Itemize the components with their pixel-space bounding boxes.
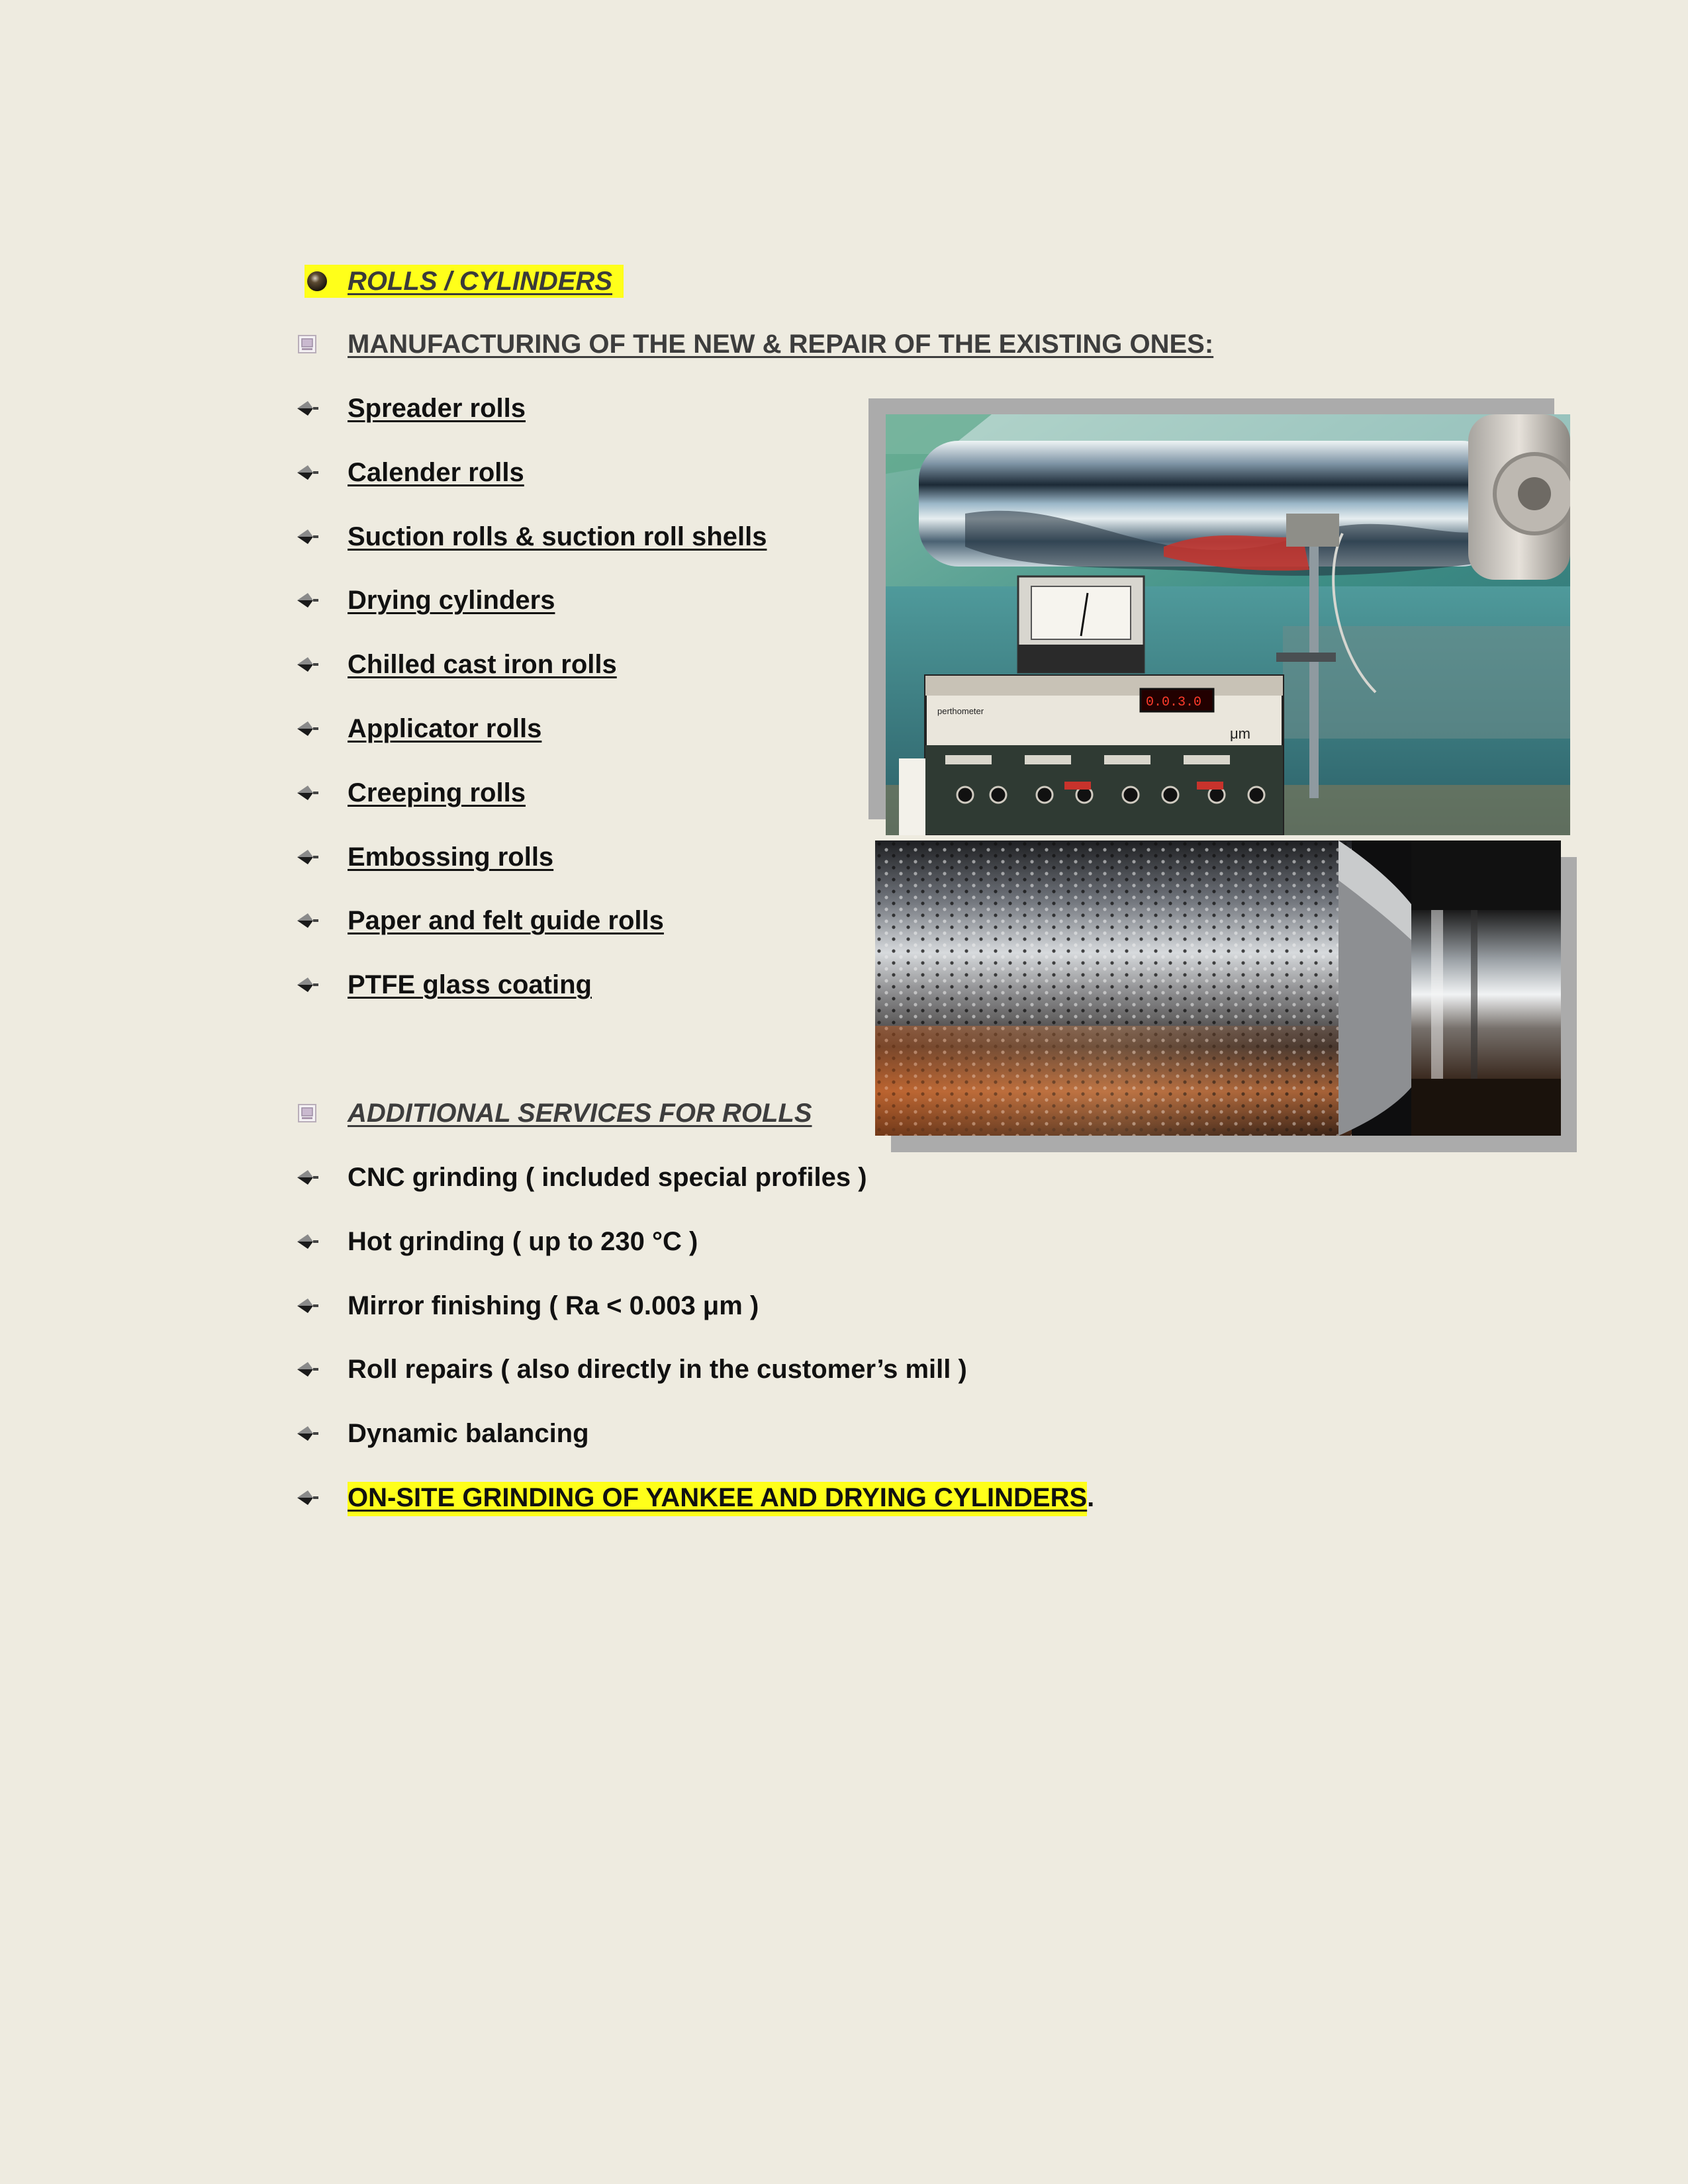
arrow-bullet-icon [296,590,320,610]
list-item-text: Dynamic balancing [348,1419,589,1449]
section2-heading: ADDITIONAL SERVICES FOR ROLLS [348,1099,812,1128]
meter-unit-label: μm [1230,725,1251,742]
list-item-text: Suction rolls & suction roll shells [348,522,767,551]
section1-heading: MANUFACTURING OF THE NEW & REPAIR OF THE EXISTING ONES: [348,330,1214,359]
document-bullet-icon [296,332,320,356]
arrow-bullet-icon [296,1296,320,1316]
arrow-bullet-icon [296,1488,320,1508]
list-item-text: Calender rolls [348,457,524,487]
arrow-bullet-icon [296,1359,320,1379]
list-item-text: Chilled cast iron rolls [348,650,617,680]
list-item-text: Paper and felt guide rolls [348,906,664,936]
arrow-bullet-icon [296,655,320,674]
page-title: ROLLS / CYLINDERS [348,267,613,296]
list-item-text: Mirror finishing ( Ra < 0.003 μm ) [348,1291,759,1320]
arrow-bullet-icon [296,783,320,803]
arrow-bullet-icon [296,527,320,547]
list-item-text: Roll repairs ( also directly in the customer’s mill ) [348,1355,967,1385]
list-item-text: Creeping rolls [348,778,526,807]
arrow-bullet-icon [296,398,320,418]
list-item-text: PTFE glass coating [348,970,592,1000]
roll-measurement-photo [886,414,1570,835]
list-item-text: Hot grinding ( up to 230 °C ) [348,1226,698,1256]
list-item-text: Drying cylinders [348,586,555,615]
list-item-text: Embossing rolls [348,842,554,872]
arrow-bullet-icon [296,719,320,739]
roll-measurement-image [886,414,1570,835]
list-item-text: Spreader rolls [348,394,526,423]
onsite-grinding-highlight: ON-SITE GRINDING OF YANKEE AND DRYING CYLINDERS [348,1482,1087,1516]
arrow-bullet-icon [296,1167,320,1187]
last-item-suffix: . [1087,1483,1095,1512]
meter-display-value: 0.0.3.0 [1146,695,1202,710]
embossing-roll-photo [875,841,1561,1136]
section2-last-item-text [348,1484,1094,1511]
arrow-bullet-icon [296,975,320,995]
arrow-bullet-icon [296,1232,320,1251]
document-bullet-icon [296,1101,320,1125]
list-item-text: Applicator rolls [348,714,542,743]
arrow-bullet-icon [296,847,320,867]
embossing-roll-image [875,841,1561,1136]
arrow-bullet-icon [296,1424,320,1443]
arrow-bullet-icon [296,911,320,931]
meter-brand-label: perthometer [937,706,984,716]
list-item-text: CNC grinding ( included special profiles ) [348,1163,867,1192]
sphere-bullet-icon [306,270,328,293]
arrow-bullet-icon [296,463,320,482]
